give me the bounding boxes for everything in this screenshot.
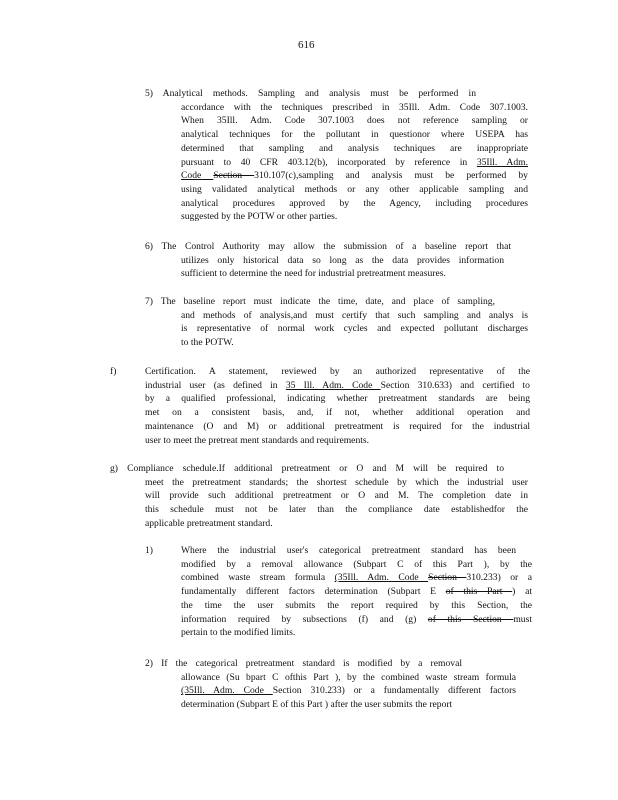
text-run: combined waste stream formula <box>181 572 335 584</box>
text-run: is representative of normal work cycles and expected pollutant discharges <box>181 323 528 335</box>
text-run: When 35Ill. Adm. Code 307.1003 does not reference sampling or <box>181 115 528 127</box>
page-number: 616 <box>298 39 315 51</box>
text-run: 6) The Control Authority may allow the submission of a baseline report that <box>145 241 511 252</box>
text-run: Section <box>428 572 467 584</box>
text-run: (35Ill. Adm. Code <box>334 572 429 584</box>
itemg-line <box>110 463 504 475</box>
text-run: (35Ill. Adm. Code <box>181 685 273 697</box>
text-run: 2) If the categorical pretreatment standard is modified by a removal <box>145 658 462 669</box>
text-run: maintenance (O and M) or additional pretreatment is required for the industrial <box>145 420 530 432</box>
item7-line <box>181 310 528 322</box>
text-run: Section <box>213 170 255 182</box>
text-run: analytical procedures approved by the Agency, including procedures <box>181 197 528 209</box>
item5-line <box>181 211 528 223</box>
item5-line <box>181 143 528 155</box>
itemg1-line <box>181 559 532 571</box>
itemg-line <box>145 490 528 502</box>
itemf-line <box>145 393 530 405</box>
text-run: pursuant to 40 CFR 403.12(b), incorporated by reference in <box>181 156 477 168</box>
text-run: by a qualified professional, indicating whether pretreatment standards are being <box>145 393 530 405</box>
text-run: Where the industrial user's categorical pretreatment standard has been <box>181 545 516 556</box>
item6-line <box>145 241 511 253</box>
text-run: the time the user submits the report required by this Section, the <box>181 599 532 611</box>
item5-line <box>181 102 528 114</box>
text-run: allowance (Su bpart C ofthis Part ), by the combined waste stream formula <box>181 671 516 683</box>
text-run: user to meet the pretreat ment standards and requirements. <box>145 434 370 446</box>
text-run: 35 Ill. Adm. Code <box>285 379 381 391</box>
itemg2-line <box>181 685 516 697</box>
text-run: industrial user (as defined in <box>145 379 286 391</box>
text-run: accordance with the techniques prescribed in 35Ill. Adm. Code 307.1003. <box>181 101 528 113</box>
text-run: suggested by the POTW or other parties. <box>181 211 338 223</box>
text-run: met on a consistent basis, and, if not, whether additional operation and <box>145 407 530 419</box>
text-run: will provide such additional pretreatment or O and M. The completion date in <box>145 490 528 502</box>
text-run: of this Section <box>427 613 514 625</box>
text-run: 7) The baseline report must indicate the time, date, and place of sampling, <box>145 296 495 307</box>
text-run: information required by subsections (f) and (g) <box>181 613 428 625</box>
text-run: 310.107(c),sampling and analysis must be performed by <box>254 170 528 182</box>
itemg2-line <box>145 658 462 670</box>
text-run: utilizes only historical data so long as the data provides information <box>181 254 504 266</box>
itemg2-line <box>181 699 516 711</box>
itemf-line <box>145 435 530 447</box>
item7-line <box>145 296 495 308</box>
text-run: of this Part <box>445 586 513 598</box>
text-run: 35Ill. Adm. <box>476 156 528 168</box>
text-run: ) at <box>512 586 532 598</box>
itemg1-line <box>181 586 532 598</box>
text-run: modified by a removal allowance (Subpart C of this Part ), by the <box>181 558 532 570</box>
item6-line <box>181 268 504 280</box>
item-g1-label: 1) <box>145 545 153 556</box>
text-run: g) Compliance schedule.If additional pretreatment or O and M will be required to <box>110 463 504 474</box>
itemg1-line <box>181 545 516 557</box>
itemg1-line <box>181 600 532 612</box>
text-run: 310.233) or a <box>466 572 533 584</box>
item5-line <box>181 157 528 169</box>
text-run: fundamentally different factors determination (Subpart E <box>181 586 446 598</box>
itemf-line <box>145 407 530 419</box>
text-run: Code <box>181 170 214 182</box>
text-run: determined that sampling and analysis techniques are inappropriate <box>181 142 528 154</box>
itemg1-line <box>181 572 532 584</box>
text-run: pertain to the modified limits. <box>181 627 296 639</box>
itemg1-line <box>181 627 532 639</box>
item6-line <box>181 255 504 267</box>
itemg2-line <box>181 672 516 684</box>
itemf-line <box>145 421 530 433</box>
text-run: applicable pretreatment standard. <box>145 517 273 529</box>
itemg-line <box>145 518 528 530</box>
item-f-label: f) <box>110 366 117 377</box>
text-run: analytical techniques for the pollutant in questionor where USEPA has <box>181 129 528 141</box>
item5-line <box>181 198 528 210</box>
itemg-line <box>145 477 528 489</box>
text-run: Section 310.233) or a fundamentally different factors <box>272 685 516 697</box>
text-run: determination (Subpart E of this Part ) after the user submits the report <box>181 699 453 711</box>
item5-line <box>181 184 528 196</box>
text-run: must <box>513 613 533 625</box>
item7-line <box>181 323 528 335</box>
itemf-line <box>145 380 530 392</box>
text-run: meet the pretreatment standards; the shortest schedule by which the industrial user <box>145 476 528 488</box>
itemf-line <box>145 366 530 378</box>
text-run: sufficient to determine the need for industrial pretreatment measures. <box>181 268 446 280</box>
item7-line <box>181 337 528 349</box>
text-run: 5) Analytical methods. Sampling and analysis must be performed in <box>145 88 476 99</box>
text-run: and methods of analysis,and must certify that such sampling and analys is <box>181 309 528 321</box>
text-run: to the POTW. <box>181 337 234 349</box>
item5-line <box>181 170 528 182</box>
text-run: Certification. A statement, reviewed by an authorized representative of the <box>145 366 530 377</box>
text-run: this schedule must not be later than the compliance date establishedfor the <box>145 504 528 516</box>
itemg1-line <box>181 614 532 626</box>
item5-line <box>181 129 528 141</box>
item5-line <box>181 115 528 127</box>
itemg-line <box>145 504 528 516</box>
text-run: Section 310.633) and certified to <box>380 379 530 391</box>
text-run: using validated analytical methods or any other applicable sampling and <box>181 183 528 195</box>
item5-line <box>145 88 476 100</box>
